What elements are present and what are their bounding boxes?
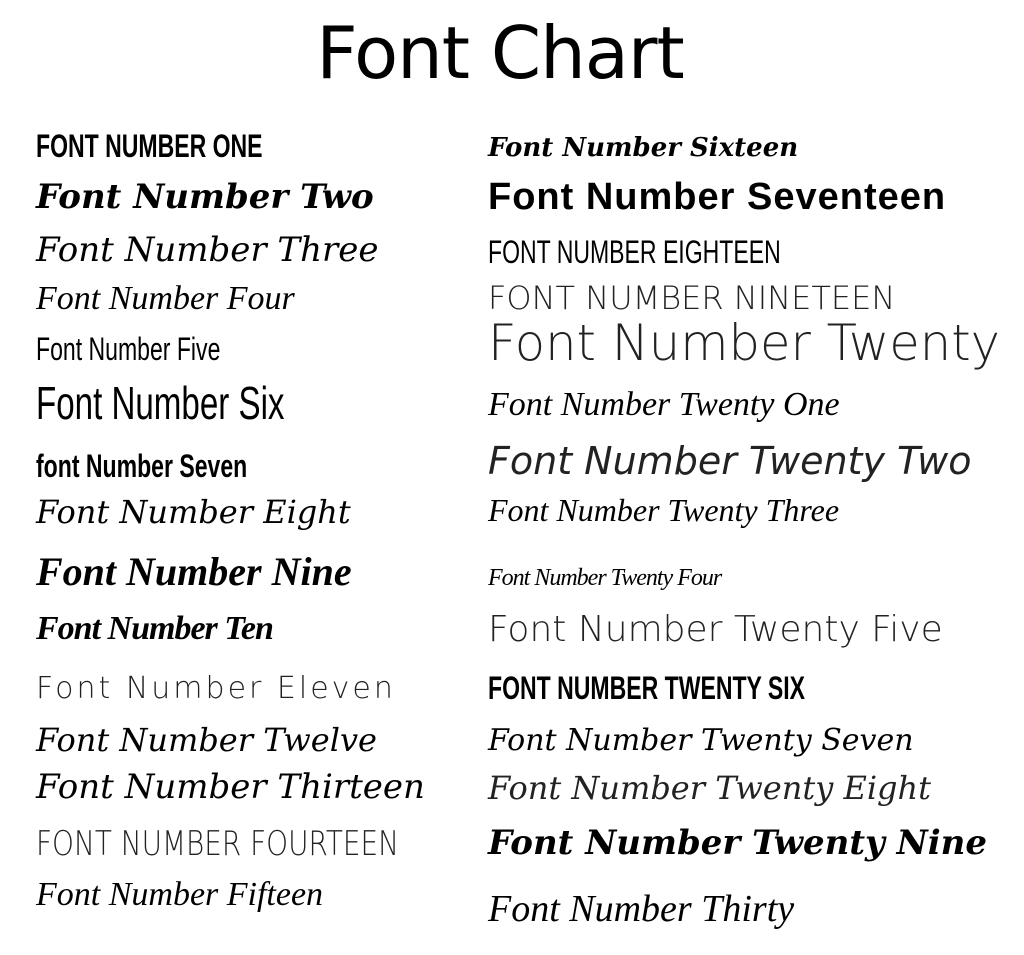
font-sample-27: Font Number Twenty Seven xyxy=(488,723,914,758)
font-sample-2: Font Number Two xyxy=(36,177,374,217)
font-sample-18: FONT NUMBER EIGHTEEN xyxy=(488,234,781,270)
font-sample-7: font Number Seven xyxy=(36,448,248,484)
font-sample-4: Font Number Four xyxy=(36,280,295,317)
font-sample-1: FONT NUMBER ONE xyxy=(36,128,263,164)
font-sample-24: Font Number Twenty Four xyxy=(488,565,722,591)
font-sample-8: Font Number Eight xyxy=(36,493,351,531)
font-sample-10: Font Number Ten xyxy=(36,610,273,647)
font-sample-13: Font Number Thirteen xyxy=(36,767,425,807)
font-sample-3: Font Number Three xyxy=(36,230,379,270)
font-sample-21: Font Number Twenty One xyxy=(488,386,840,423)
page-title: Font Chart xyxy=(316,11,684,95)
font-sample-25: Font Number Twenty Five xyxy=(488,609,943,650)
font-sample-14: FONT NUMBER FOURTEEN xyxy=(36,824,400,864)
font-sample-29: Font Number Twenty Nine xyxy=(488,823,987,863)
font-sample-5: Font Number Five xyxy=(36,331,221,367)
font-sample-9: Font Number Nine xyxy=(36,549,352,594)
font-sample-28: Font Number Twenty Eight xyxy=(488,769,931,807)
font-sample-6: Font Number Six xyxy=(36,377,285,429)
font-sample-17: Font Number Seventeen xyxy=(488,176,947,218)
font-sample-11: Font Number Eleven xyxy=(36,671,396,706)
font-sample-22: Font Number Twenty Two xyxy=(488,439,972,483)
font-sample-19: FONT NUMBER NINETEEN xyxy=(488,279,896,317)
font-sample-30: Font Number Thirty xyxy=(488,888,795,930)
font-sample-15: Font Number Fifteen xyxy=(36,876,324,913)
font-sample-20: Font Number Twenty xyxy=(488,314,1000,372)
font-sample-23: Font Number Twenty Three xyxy=(488,492,840,528)
font-sample-12: Font Number Twelve xyxy=(36,721,377,759)
font-sample-16: Font Number Sixteen xyxy=(488,133,799,163)
font-sample-26: FONT NUMBER TWENTY SIX xyxy=(488,670,806,706)
